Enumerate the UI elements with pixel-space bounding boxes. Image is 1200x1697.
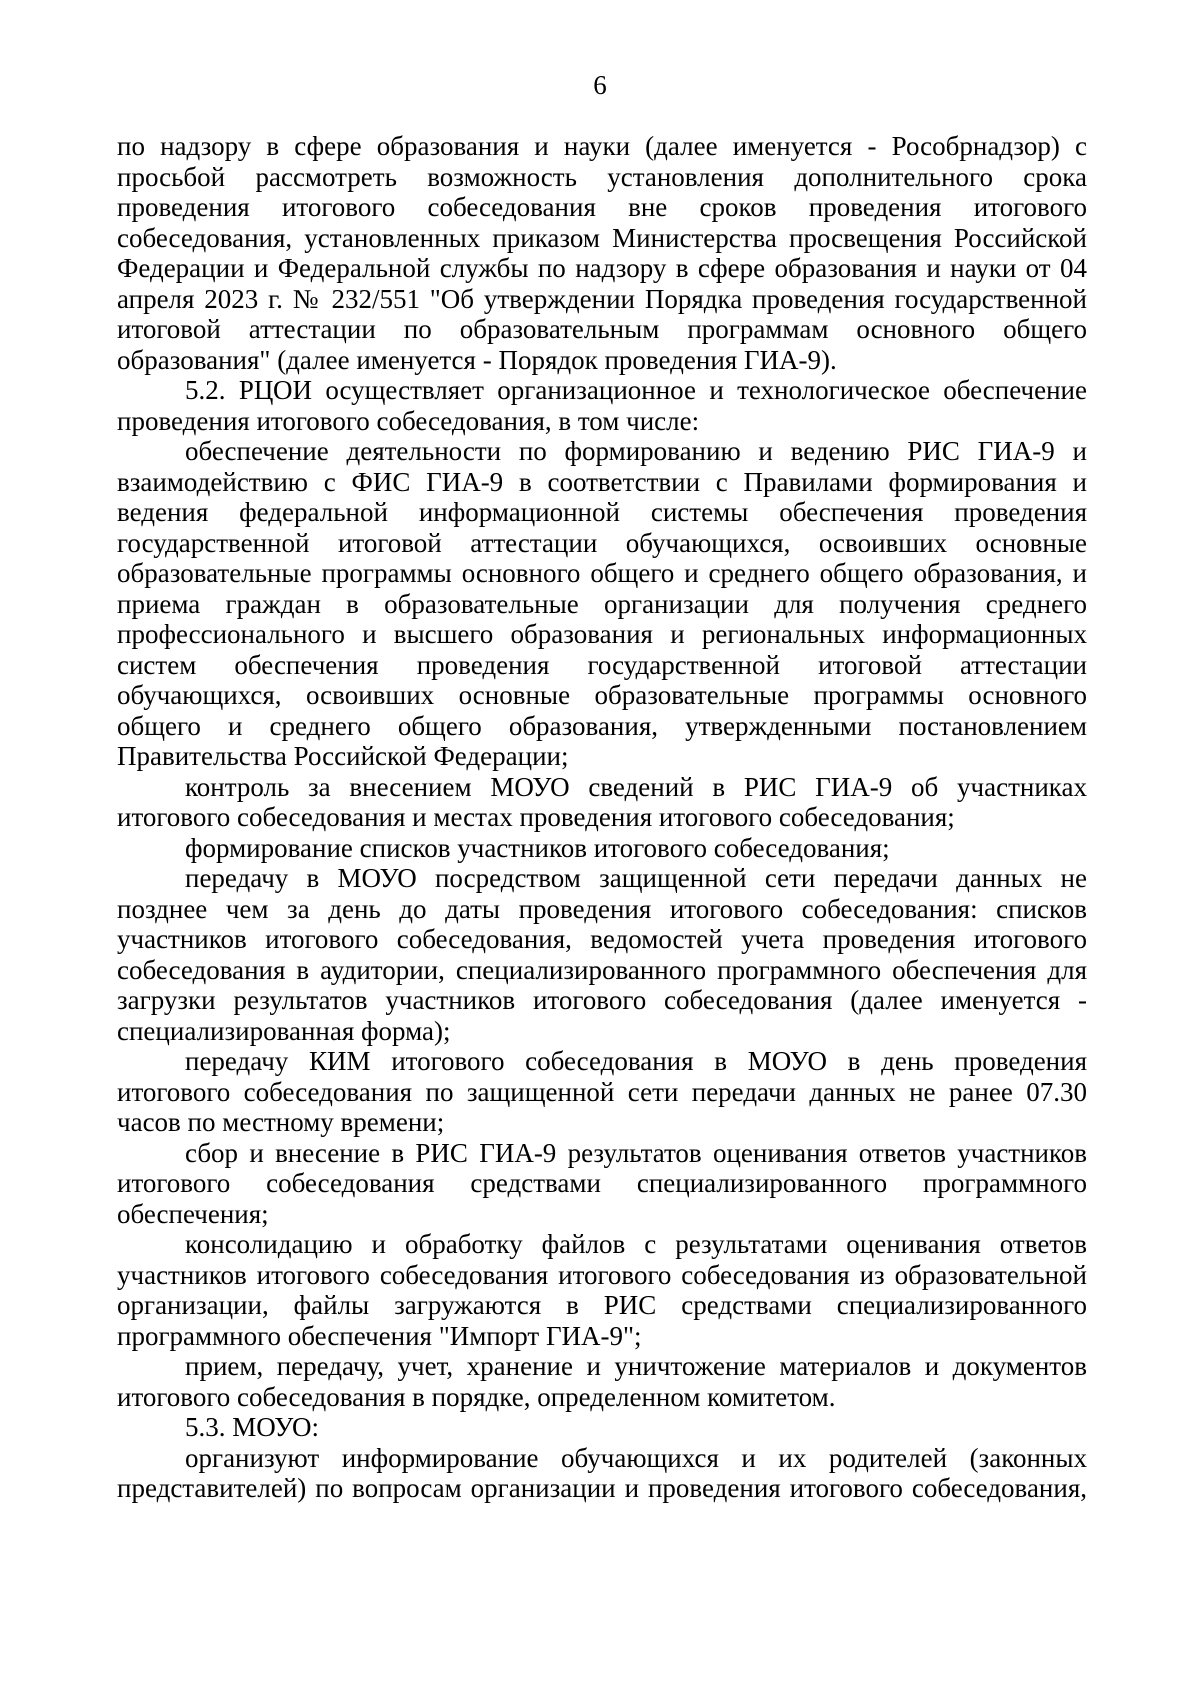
paragraph-participant-lists: формирование списков участников итогового собеседования; xyxy=(185,832,890,863)
paragraph-kim-transfer: передачу КИМ итогового собеседования в МОУО в день проведения итогового собеседования по защищенной сети передачи данных не ранее 07.30 часов по местному времени; xyxy=(117,1046,1087,1137)
page-number: 6 xyxy=(593,70,607,100)
paragraph-5-3-heading: 5.3. МОУО: xyxy=(185,1412,320,1442)
paragraph-rosobrnadzor-request: по надзору в сфере образования и науки (далее именуется - Рособрнадзор) с просьбой рассмотреть возможность установления дополнительного срока проведения итогового собеседования вне сроков проведения итогового собеседования, установленных приказом Министерства просвещения Российской Федерации и Федеральной службы по надзору в сфере образования и науки от 04 апреля 2023 г. № 232/551 "Об утверждении Порядка проведения государственной итоговой аттестации по образовательным программам основного общего образования" (далее именуется - Порядок проведения ГИА-9). xyxy=(117,131,1087,375)
paragraph-file-consolidation: консолидацию и обработку файлов с результатами оценивания ответов участников итогового собеседования итогового собеседования из образовательной организации, файлы загружаются в РИС средствами специализированного программного обеспечения "Импорт ГИА-9"; xyxy=(117,1229,1087,1351)
paragraph-materials-handling: прием, передачу, учет, хранение и уничтожение материалов и документов итогового собеседования в порядке, определенном комитетом. xyxy=(117,1351,1087,1412)
document-body xyxy=(117,131,1087,1504)
paragraph-mouo-data-control: контроль за внесением МОУО сведений в РИС ГИА-9 об участниках итогового собеседования и местах проведения итогового собеседования; xyxy=(117,771,1087,832)
paragraph-results-collection: сбор и внесение в РИС ГИА-9 результатов оценивания ответов участников итогового собеседования средствами специализированного программного обеспечения; xyxy=(117,1137,1087,1229)
paragraph-5-2-heading: 5.2. РЦОИ осуществляет организационное и технологическое обеспечение проведения итогового собеседования, в том числе: xyxy=(117,375,1087,436)
paragraph-secure-network-transfer: передачу в МОУО посредством защищенной сети передачи данных не позднее чем за день до даты проведения итогового собеседования: списков участников итогового собеседования, ведомостей учета проведения итогового собеседования в аудитории, специализированного программного обеспечения для загрузки результатов участников итогового собеседования (далее именуется - специализированная форма); xyxy=(117,863,1087,1046)
paragraph-ris-gia-support: обеспечение деятельности по формированию и ведению РИС ГИА-9 и взаимодействию с ФИС ГИА-9 в соответствии с Правилами формирования и ведения федеральной информационной системы обеспечения проведения государственной итоговой аттестации обучающихся, освоивших основные образовательные программы основного общего и среднего общего образования, и приема граждан в образовательные организации для получения среднего профессионального и высшего образования и региональных информационных систем обеспечения проведения государственной итоговой аттестации обучающихся, освоивших основные образовательные программы основного общего и среднего общего образования, утвержденными постановлением Правительства Российской Федерации; xyxy=(117,436,1087,771)
paragraph-informing-students: организуют информирование обучающихся и их родителей (законных представителей) по вопросам организации и проведения итогового собеседования, xyxy=(117,1442,1087,1503)
